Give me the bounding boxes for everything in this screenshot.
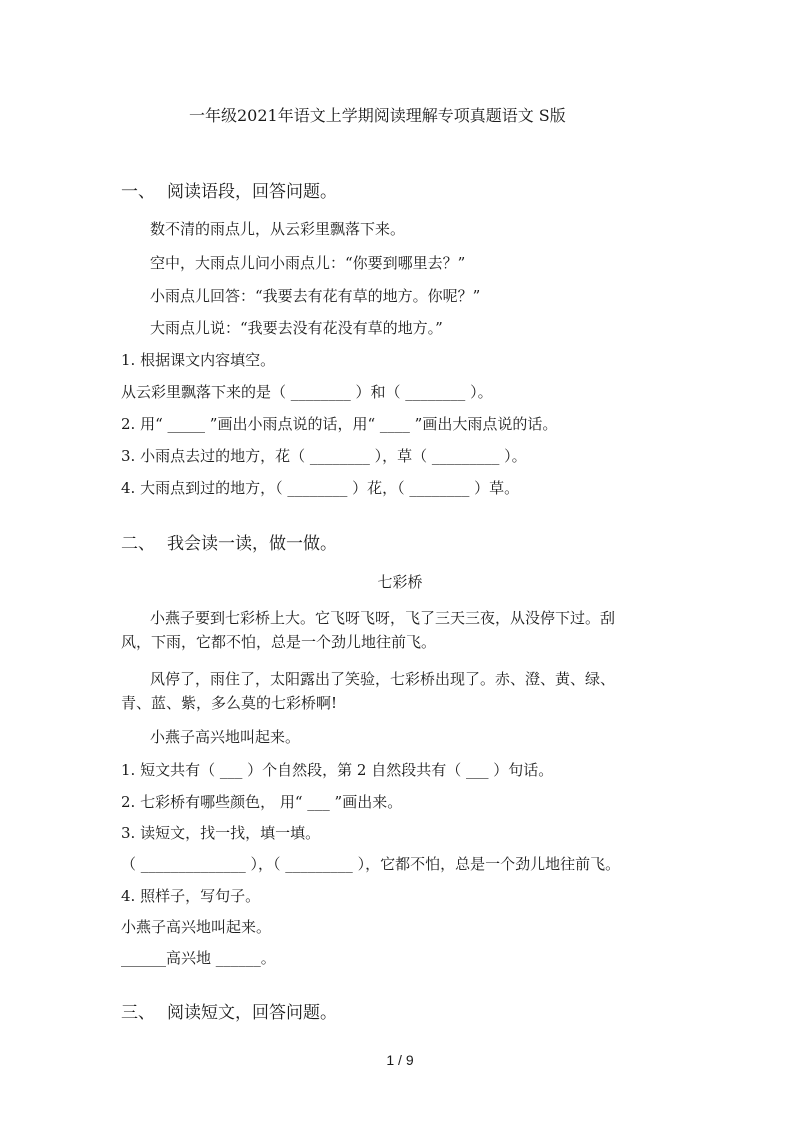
page-number: 1 / 9 (386, 1052, 414, 1068)
section-1-title: 阅读语段，回答问题。 (167, 182, 337, 202)
question-line: 2. 七彩桥有哪些颜色， 用“ ___ ”画出来。 (121, 793, 403, 811)
section-3-heading (121, 1003, 337, 1023)
question-line: 从云彩里飘落下来的是（ ________ ）和（ ________ ）。 (121, 383, 493, 401)
passage-line: 青、蓝、紫，多么莫的七彩桥啊! (121, 694, 338, 712)
section-1-heading (121, 182, 337, 202)
question-line: 3. 读短文，找一找，填一填。 (121, 824, 321, 842)
passage-line: 空中，大雨点儿问小雨点儿：“你要到哪里去？” (150, 254, 466, 272)
section-2-number: 二、 (121, 534, 155, 554)
section-2-title: 我会读一读，做一做。 (167, 534, 337, 554)
passage-line: 数不清的雨点儿，从云彩里飘落下来。 (150, 220, 406, 238)
passage-line: 小雨点儿回答：“我要去有花有草的地方。你呢？” (150, 287, 481, 305)
section-2-heading (121, 534, 337, 554)
passage-line: 风停了，雨住了，太阳露出了笑验，七彩桥出现了。赤、澄、黄、绿、 (150, 670, 616, 688)
question-line: 4. 大雨点到过的地方，（ ________ ）花，（ ________ ）草。 (121, 479, 520, 497)
question-line: 1. 短文共有（ ___ ）个自然段，第 2 自然段共有（ ___ ）句话。 (121, 761, 554, 779)
question-line: 3. 小雨点去过的地方，花（ ________ ），草（ _________ ）。 (121, 447, 527, 465)
question-line: 小燕子高兴地叫起来。 (121, 918, 272, 936)
passage-line: 小燕子要到七彩桥上大。它飞呀飞呀，飞了三天三夜，从没停下过。刮 (150, 609, 616, 627)
passage-line: 大雨点儿说：“我要去没有花没有草的地方。” (150, 319, 443, 337)
question-line: 2. 用“ _____ ”画出小雨点说的话，用“ ____ ”画出大雨点说的话。 (121, 415, 558, 433)
section-3-number: 三、 (121, 1003, 155, 1023)
question-line: 1. 根据课文内容填空。 (121, 351, 276, 369)
question-line: （ ______________ ），（ _________ ），它都不怕，总是一个劲儿地往前飞。 (121, 855, 621, 873)
question-line: 4. 照样子，写句子。 (121, 887, 261, 905)
passage-line: 风，下雨，它都不怕，总是一个劲儿地往前飞。 (121, 633, 437, 651)
section-1-number: 一、 (121, 182, 155, 202)
passage-title: 七彩桥 (377, 573, 423, 591)
passage-line: 小燕子高兴地叫起来。 (150, 728, 301, 746)
section-3-title: 阅读短文，回答问题。 (167, 1003, 337, 1023)
document-title: 一年级2021年语文上学期阅读理解专项真题语文 S版 (189, 106, 566, 125)
question-line: ______高兴地 ______。 (121, 949, 276, 967)
